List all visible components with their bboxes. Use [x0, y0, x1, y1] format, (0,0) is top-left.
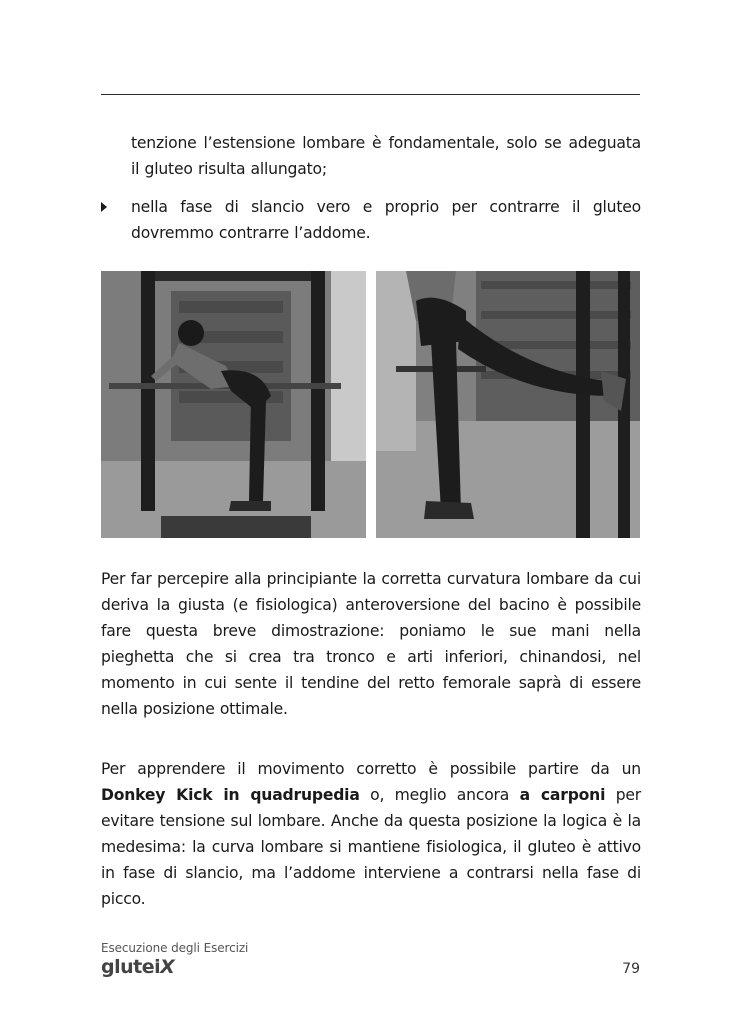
brand-mark: X [160, 956, 175, 978]
p3-part2: o, meglio ancora [359, 786, 520, 804]
donkey-kick-term: Donkey Kick in quadrupedia [101, 786, 360, 804]
photo-standing-hip-hinge [101, 271, 366, 538]
carponi-term: a carponi [519, 786, 606, 804]
paragraph-demonstration: Per far percepire alla principiante la corretta curvatura lombare da cui deriva la giusta (e fisiologica) anteroversione del bacino è possibile fare questa breve dimostrazione: poniamo le sue mani nella pieghetta che si crea tra tronco e arti inferiori, chinandosi, nel momento in cui sente il tendine del retto femorale saprà di essere nella posizione ottimale. [101, 570, 641, 718]
paragraph-continuation: tenzione l’estensione lombare è fondamentale, solo se adeguata il gluteo risulta allungato; [131, 134, 641, 178]
bullet-arrow-icon [101, 202, 107, 212]
p3-part3: per evitare tensione sul lombare. Anche da questa posizione la logica è la medesima: la curva lombare si mantiene fisiologica, il gluteo è attivo in fase di slancio, ma l’addome interviene a contrarsi nella fase di picco. [101, 786, 641, 908]
brand-text: glutei [101, 956, 161, 978]
page-number: 79 [622, 961, 640, 977]
header-rule [101, 94, 640, 95]
p3-part1: Per apprendere il movimento corretto è possibile partire da un [101, 760, 641, 778]
photo-standing-kickback [376, 271, 640, 538]
paragraph-donkey-kick [101, 756, 641, 912]
footer-section-title: Esecuzione degli Esercizi [101, 941, 249, 955]
bullet-text: nella fase di slancio vero e proprio per contrarre il gluteo dovremmo contrarre l’addome. [131, 198, 641, 242]
brand-logo [101, 956, 174, 978]
